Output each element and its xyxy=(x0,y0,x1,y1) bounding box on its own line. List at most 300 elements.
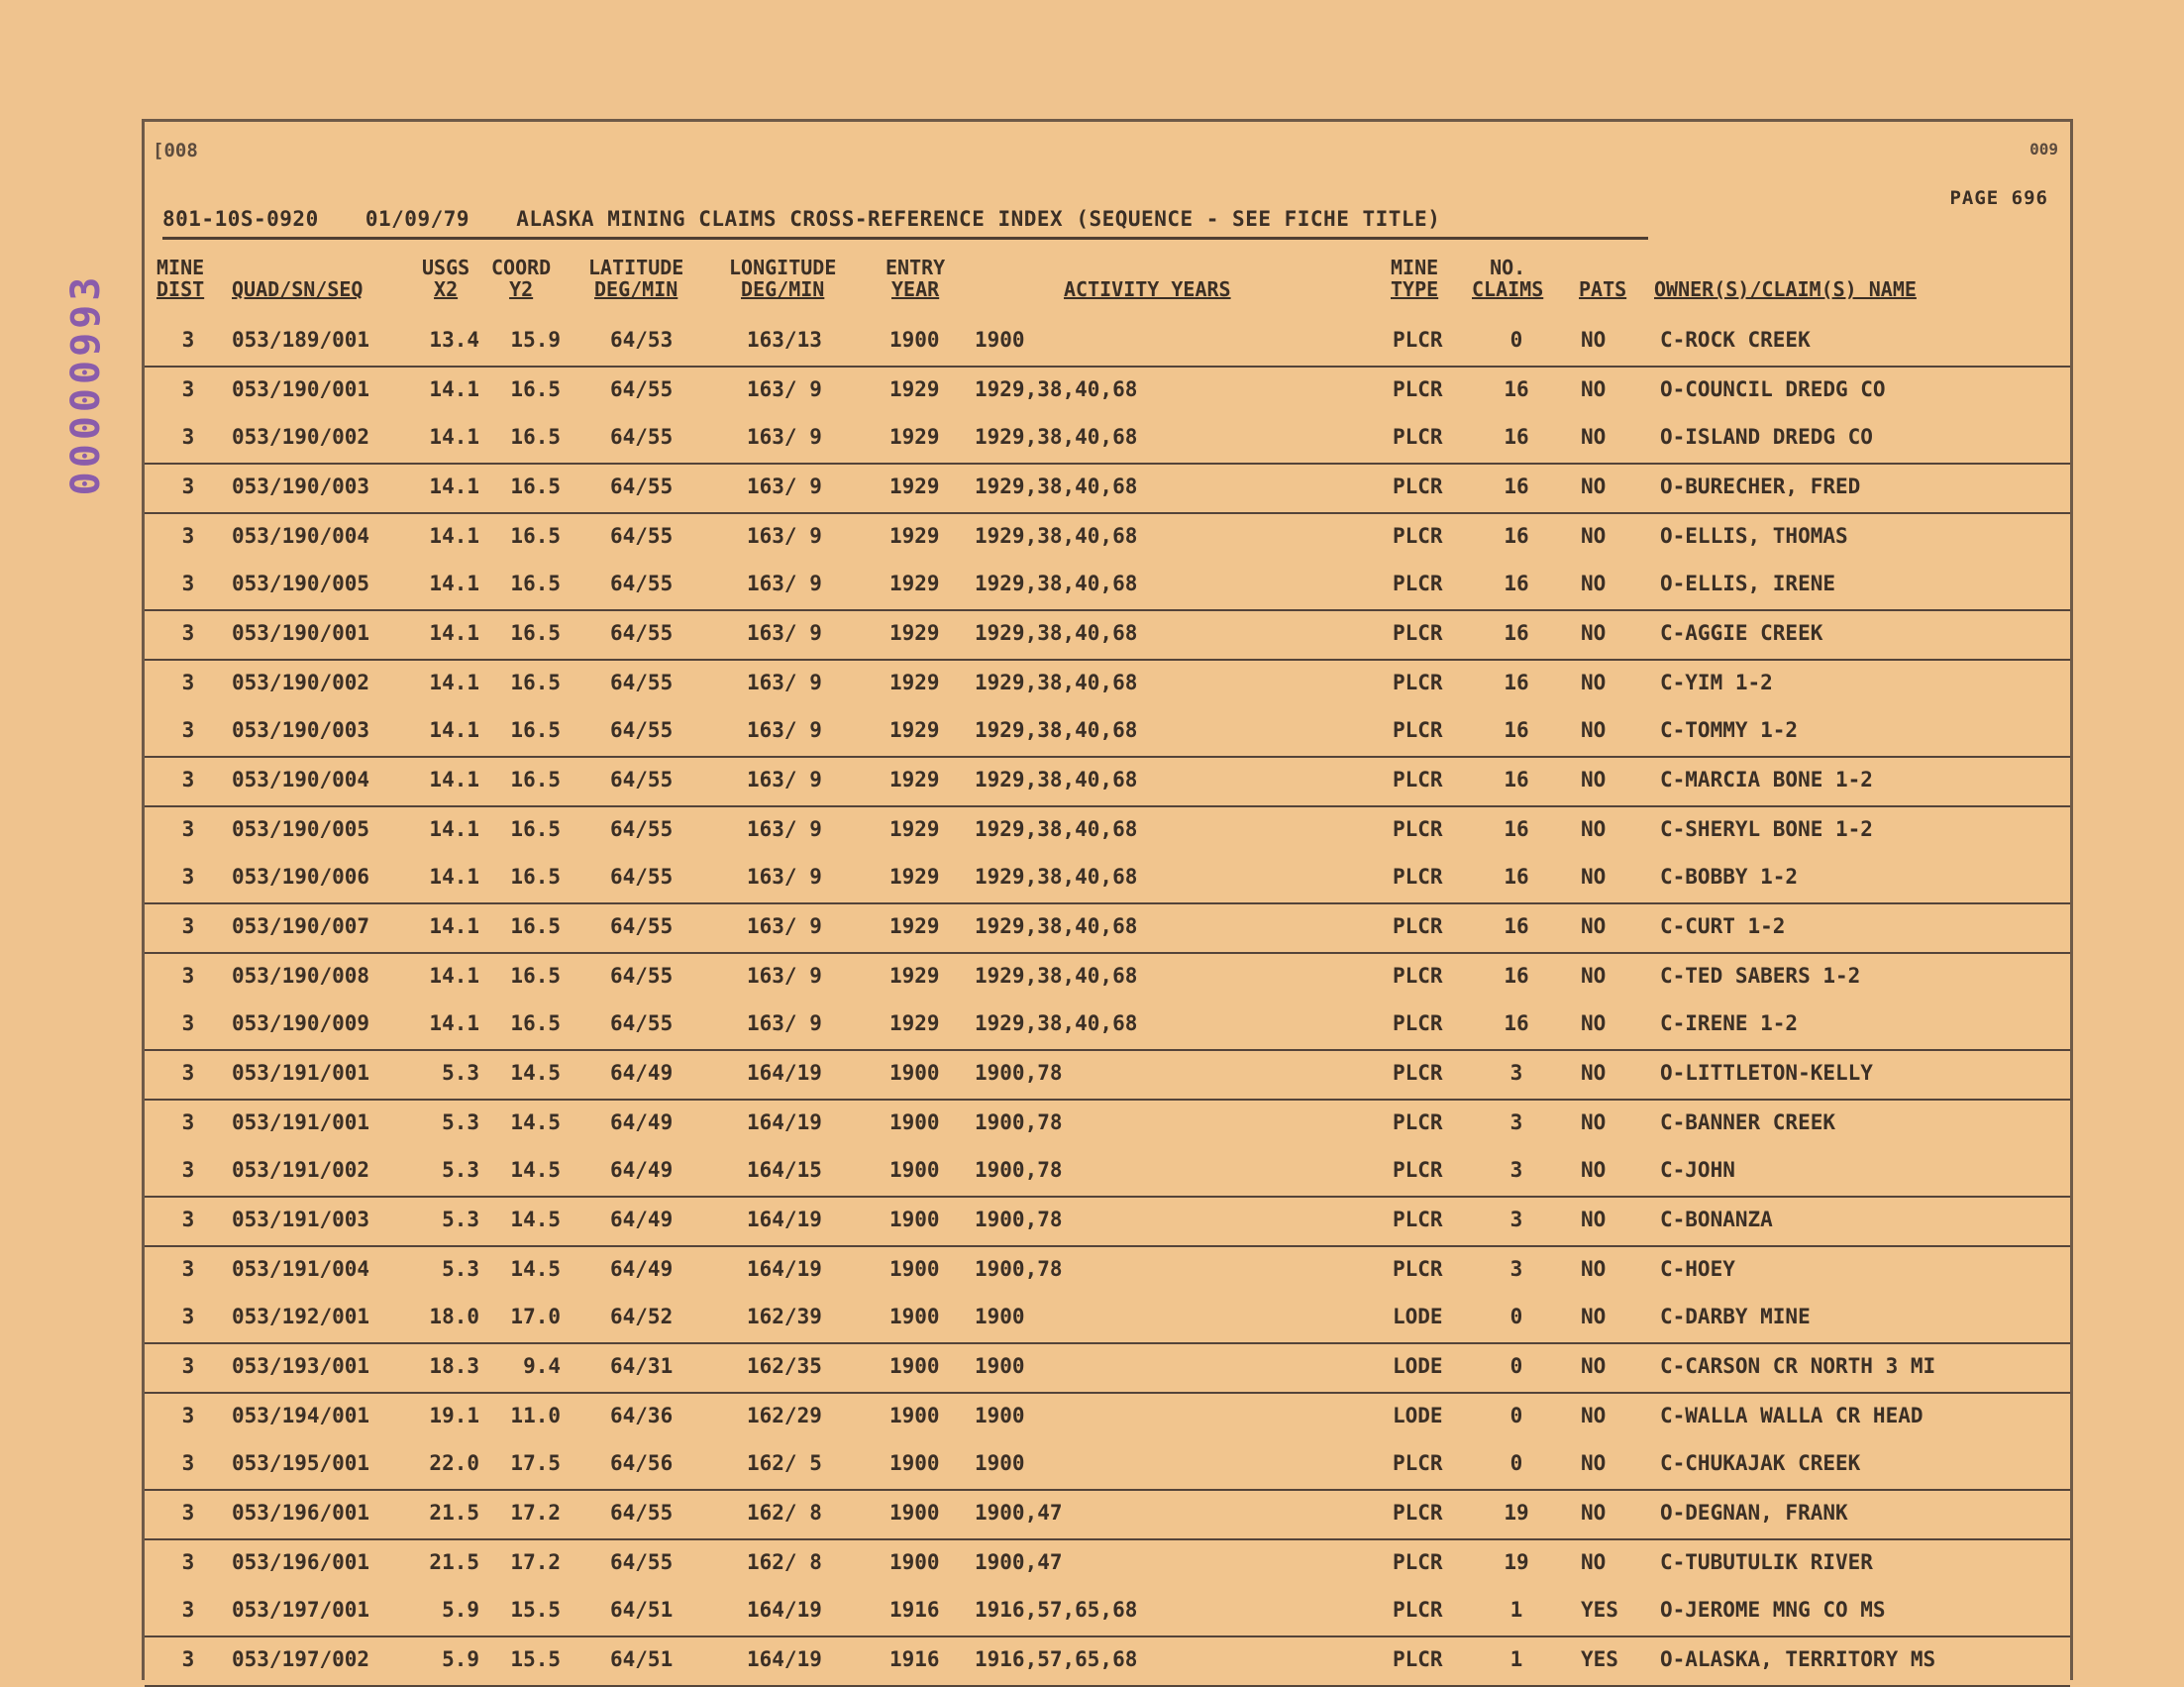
cell-lon: 162/ 8 xyxy=(747,1550,822,1574)
cell-claims: 3 xyxy=(1509,1158,1523,1182)
cell-owner: O-ALASKA, TERRITORY MS xyxy=(1660,1647,1936,1671)
cell-y2: 14.5 xyxy=(510,1110,561,1134)
cell-lat: 64/56 xyxy=(610,1451,674,1475)
cell-owner: C-DARBY MINE xyxy=(1660,1305,1811,1328)
cell-claims: 16 xyxy=(1504,474,1529,498)
cell-x2: 14.1 xyxy=(429,671,479,694)
cell-type: PLCR xyxy=(1393,377,1443,401)
cell-lon: 163/ 9 xyxy=(747,964,822,988)
header-owner-claim-name: OWNER(S)/CLAIM(S) NAME xyxy=(1654,277,1917,301)
cell-owner: C-JOHN xyxy=(1660,1158,1735,1182)
cell-entry: 1900 xyxy=(889,1158,940,1182)
cell-lon: 164/19 xyxy=(747,1061,822,1085)
cell-lon: 163/ 9 xyxy=(747,1011,822,1035)
cell-entry: 1929 xyxy=(889,524,940,548)
cell-act: 1900,78 xyxy=(975,1257,1063,1281)
cell-owner: O-ELLIS, IRENE xyxy=(1660,572,1836,595)
cell-x2: 5.9 xyxy=(442,1647,479,1671)
header-longitude: LONGITUDE DEG/MIN xyxy=(729,256,837,301)
cell-y2: 16.5 xyxy=(510,572,561,595)
cell-dist: 3 xyxy=(181,1061,195,1085)
cell-owner: C-AGGIE CREEK xyxy=(1660,621,1823,645)
cell-pats: NO xyxy=(1581,1305,1607,1328)
header-mine-type: MINE TYPE xyxy=(1391,256,1439,301)
cell-entry: 1900 xyxy=(889,1061,940,1085)
cell-y2: 17.5 xyxy=(510,1451,561,1475)
cell-dist: 3 xyxy=(181,1647,195,1671)
cell-entry: 1929 xyxy=(889,865,940,889)
cell-act: 1900,47 xyxy=(975,1550,1063,1574)
cell-act: 1929,38,40,68 xyxy=(975,524,1138,548)
header-quad: QUAD/SN/SEQ xyxy=(232,277,364,301)
cell-dist: 3 xyxy=(181,964,195,988)
cell-lat: 64/49 xyxy=(610,1257,674,1281)
cell-dist: 3 xyxy=(181,1011,195,1035)
cell-entry: 1916 xyxy=(889,1598,940,1622)
cell-y2: 16.5 xyxy=(510,425,561,449)
cell-claims: 16 xyxy=(1504,718,1529,742)
cell-lat: 64/49 xyxy=(610,1158,674,1182)
header-coord-y2: COORD Y2 xyxy=(491,256,552,301)
cell-lat: 64/36 xyxy=(610,1404,674,1427)
cell-claims: 3 xyxy=(1509,1110,1523,1134)
cell-owner: O-COUNCIL DREDG CO xyxy=(1660,377,1886,401)
table-row xyxy=(145,807,2070,855)
cell-x2: 5.3 xyxy=(442,1208,479,1231)
cell-quad: 053/196/001 xyxy=(232,1501,370,1525)
table-row xyxy=(145,465,2070,514)
cell-lat: 64/49 xyxy=(610,1208,674,1231)
cell-lat: 64/52 xyxy=(610,1305,674,1328)
table-row xyxy=(145,562,2070,611)
cell-owner: C-BANNER CREEK xyxy=(1660,1110,1836,1134)
cell-act: 1900,78 xyxy=(975,1208,1063,1231)
cell-type: PLCR xyxy=(1393,768,1443,791)
cell-pats: NO xyxy=(1581,1404,1607,1427)
cell-act: 1900 xyxy=(975,1354,1025,1378)
cell-y2: 14.5 xyxy=(510,1257,561,1281)
cell-y2: 16.5 xyxy=(510,817,561,841)
table-row xyxy=(145,368,2070,415)
table-row xyxy=(145,1247,2070,1295)
printout-sheet xyxy=(142,119,2073,1680)
cell-quad: 053/190/003 xyxy=(232,718,370,742)
cell-type: PLCR xyxy=(1393,817,1443,841)
table-row xyxy=(145,611,2070,661)
cell-owner: C-TOMMY 1-2 xyxy=(1660,718,1799,742)
table-row xyxy=(145,514,2070,562)
table-row xyxy=(145,1051,2070,1101)
cell-claims: 16 xyxy=(1504,914,1529,938)
cell-act: 1900,78 xyxy=(975,1158,1063,1182)
cell-lat: 64/55 xyxy=(610,768,674,791)
cell-x2: 21.5 xyxy=(429,1501,479,1525)
cell-owner: C-TED SABERS 1-2 xyxy=(1660,964,1861,988)
cell-act: 1929,38,40,68 xyxy=(975,964,1138,988)
cell-owner: C-TUBUTULIK RIVER xyxy=(1660,1550,1873,1574)
cell-pats: NO xyxy=(1581,524,1607,548)
cell-x2: 14.1 xyxy=(429,768,479,791)
cell-claims: 16 xyxy=(1504,621,1529,645)
cell-owner: O-JEROME MNG CO MS xyxy=(1660,1598,1886,1622)
cell-dist: 3 xyxy=(181,865,195,889)
cell-pats: NO xyxy=(1581,1208,1607,1231)
cell-act: 1900,47 xyxy=(975,1501,1063,1525)
cell-x2: 14.1 xyxy=(429,718,479,742)
cell-owner: C-IRENE 1-2 xyxy=(1660,1011,1799,1035)
cell-act: 1929,38,40,68 xyxy=(975,865,1138,889)
cell-type: PLCR xyxy=(1393,865,1443,889)
cell-type: PLCR xyxy=(1393,1208,1443,1231)
cell-lon: 163/ 9 xyxy=(747,524,822,548)
cell-quad: 053/194/001 xyxy=(232,1404,370,1427)
cell-act: 1929,38,40,68 xyxy=(975,425,1138,449)
cell-claims: 16 xyxy=(1504,1011,1529,1035)
cell-act: 1929,38,40,68 xyxy=(975,768,1138,791)
cell-quad: 053/190/009 xyxy=(232,1011,370,1035)
cell-dist: 3 xyxy=(181,1451,195,1475)
cell-claims: 3 xyxy=(1509,1257,1523,1281)
cell-quad: 053/189/001 xyxy=(232,328,370,352)
cell-type: PLCR xyxy=(1393,621,1443,645)
cell-lat: 64/55 xyxy=(610,964,674,988)
cell-lon: 163/ 9 xyxy=(747,671,822,694)
cell-act: 1900,78 xyxy=(975,1110,1063,1134)
cell-entry: 1929 xyxy=(889,621,940,645)
cell-dist: 3 xyxy=(181,474,195,498)
cell-y2: 17.2 xyxy=(510,1501,561,1525)
cell-quad: 053/190/004 xyxy=(232,524,370,548)
cell-lon: 162/ 5 xyxy=(747,1451,822,1475)
cell-pats: NO xyxy=(1581,1257,1607,1281)
table-row xyxy=(145,1198,2070,1247)
page-number: PAGE 696 xyxy=(1949,187,2048,209)
cell-lat: 64/51 xyxy=(610,1598,674,1622)
cell-lat: 64/55 xyxy=(610,572,674,595)
table-row xyxy=(145,661,2070,708)
cell-lon: 163/ 9 xyxy=(747,718,822,742)
cell-act: 1900,78 xyxy=(975,1061,1063,1085)
table-row xyxy=(145,1002,2070,1051)
cell-quad: 053/190/005 xyxy=(232,817,370,841)
cell-pats: NO xyxy=(1581,1158,1607,1182)
cell-type: PLCR xyxy=(1393,572,1443,595)
cell-pats: NO xyxy=(1581,328,1607,352)
cell-quad: 053/197/001 xyxy=(232,1598,370,1622)
header-mine-dist: MINE DIST xyxy=(156,256,205,301)
table-row xyxy=(145,1344,2070,1394)
table-row xyxy=(145,1101,2070,1148)
cell-claims: 19 xyxy=(1504,1501,1529,1525)
cell-y2: 15.5 xyxy=(510,1647,561,1671)
table-row xyxy=(145,1295,2070,1344)
cell-type: LODE xyxy=(1393,1354,1443,1378)
cell-x2: 5.3 xyxy=(442,1257,479,1281)
cell-claims: 1 xyxy=(1509,1598,1523,1622)
cell-type: PLCR xyxy=(1393,1647,1443,1671)
cell-y2: 14.5 xyxy=(510,1208,561,1231)
cell-owner: C-CURT 1-2 xyxy=(1660,914,1786,938)
cell-owner: C-HOEY xyxy=(1660,1257,1735,1281)
cell-owner: C-BONANZA xyxy=(1660,1208,1773,1231)
cell-act: 1929,38,40,68 xyxy=(975,718,1138,742)
cell-pats: NO xyxy=(1581,1501,1607,1525)
cell-type: PLCR xyxy=(1393,474,1443,498)
cell-y2: 15.5 xyxy=(510,1598,561,1622)
cell-x2: 13.4 xyxy=(429,328,479,352)
cell-y2: 16.5 xyxy=(510,768,561,791)
cell-dist: 3 xyxy=(181,425,195,449)
cell-act: 1900 xyxy=(975,328,1025,352)
cell-pats: NO xyxy=(1581,474,1607,498)
cell-lat: 64/53 xyxy=(610,328,674,352)
cell-entry: 1900 xyxy=(889,1404,940,1427)
cell-pats: NO xyxy=(1581,377,1607,401)
cell-type: LODE xyxy=(1393,1404,1443,1427)
cell-lon: 162/29 xyxy=(747,1404,822,1427)
cell-dist: 3 xyxy=(181,1404,195,1427)
cell-lat: 64/55 xyxy=(610,377,674,401)
cell-lat: 64/55 xyxy=(610,474,674,498)
cell-lat: 64/51 xyxy=(610,1647,674,1671)
cell-x2: 5.3 xyxy=(442,1110,479,1134)
cell-entry: 1929 xyxy=(889,817,940,841)
cell-x2: 14.1 xyxy=(429,377,479,401)
corner-mark-right: 009 xyxy=(2029,140,2058,158)
table-row xyxy=(145,855,2070,904)
cell-x2: 14.1 xyxy=(429,817,479,841)
cell-lon: 163/ 9 xyxy=(747,621,822,645)
cell-claims: 0 xyxy=(1509,1451,1523,1475)
cell-entry: 1929 xyxy=(889,425,940,449)
cell-entry: 1900 xyxy=(889,1305,940,1328)
cell-lon: 164/19 xyxy=(747,1598,822,1622)
cell-owner: O-ISLAND DREDG CO xyxy=(1660,425,1873,449)
cell-x2: 14.1 xyxy=(429,572,479,595)
cell-lat: 64/49 xyxy=(610,1110,674,1134)
cell-quad: 053/191/004 xyxy=(232,1257,370,1281)
cell-y2: 15.9 xyxy=(510,328,561,352)
cell-quad: 053/190/001 xyxy=(232,621,370,645)
cell-quad: 053/190/003 xyxy=(232,474,370,498)
cell-dist: 3 xyxy=(181,1110,195,1134)
cell-lat: 64/55 xyxy=(610,817,674,841)
cell-pats: NO xyxy=(1581,914,1607,938)
cell-y2: 16.5 xyxy=(510,474,561,498)
report-title-line xyxy=(162,207,1648,240)
cell-lon: 163/ 9 xyxy=(747,474,822,498)
cell-dist: 3 xyxy=(181,621,195,645)
cell-claims: 16 xyxy=(1504,425,1529,449)
cell-lon: 163/ 9 xyxy=(747,817,822,841)
cell-x2: 18.3 xyxy=(429,1354,479,1378)
cell-dist: 3 xyxy=(181,718,195,742)
cell-act: 1900 xyxy=(975,1404,1025,1427)
cell-claims: 0 xyxy=(1509,328,1523,352)
cell-lat: 64/55 xyxy=(610,621,674,645)
cell-lat: 64/49 xyxy=(610,1061,674,1085)
cell-type: PLCR xyxy=(1393,1451,1443,1475)
cell-dist: 3 xyxy=(181,671,195,694)
cell-quad: 053/196/001 xyxy=(232,1550,370,1574)
header-entry-year: ENTRY YEAR xyxy=(885,256,946,301)
cell-pats: YES xyxy=(1581,1598,1618,1622)
cell-dist: 3 xyxy=(181,1550,195,1574)
cell-lat: 64/55 xyxy=(610,1550,674,1574)
cell-entry: 1900 xyxy=(889,1501,940,1525)
cell-type: PLCR xyxy=(1393,914,1443,938)
cell-entry: 1929 xyxy=(889,1011,940,1035)
cell-quad: 053/190/008 xyxy=(232,964,370,988)
cell-x2: 21.5 xyxy=(429,1550,479,1574)
cell-lon: 163/ 9 xyxy=(747,377,822,401)
cell-x2: 14.1 xyxy=(429,621,479,645)
cell-quad: 053/197/002 xyxy=(232,1647,370,1671)
cell-lon: 164/19 xyxy=(747,1647,822,1671)
cell-claims: 16 xyxy=(1504,964,1529,988)
cell-lon: 163/ 9 xyxy=(747,572,822,595)
cell-y2: 16.5 xyxy=(510,964,561,988)
cell-quad: 053/190/006 xyxy=(232,865,370,889)
cell-dist: 3 xyxy=(181,1158,195,1182)
cell-lon: 162/39 xyxy=(747,1305,822,1328)
cell-owner: C-YIM 1-2 xyxy=(1660,671,1773,694)
cell-act: 1916,57,65,68 xyxy=(975,1598,1138,1622)
cell-act: 1929,38,40,68 xyxy=(975,1011,1138,1035)
cell-quad: 053/195/001 xyxy=(232,1451,370,1475)
column-header xyxy=(145,257,2070,316)
cell-claims: 16 xyxy=(1504,572,1529,595)
cell-entry: 1900 xyxy=(889,1110,940,1134)
cell-claims: 16 xyxy=(1504,817,1529,841)
corner-mark-left: [008 xyxy=(153,140,198,161)
cell-entry: 1900 xyxy=(889,1208,940,1231)
cell-y2: 16.5 xyxy=(510,865,561,889)
cell-act: 1900 xyxy=(975,1451,1025,1475)
cell-x2: 14.1 xyxy=(429,474,479,498)
cell-quad: 053/191/001 xyxy=(232,1110,370,1134)
cell-type: PLCR xyxy=(1393,718,1443,742)
header-usgs-x2: USGS X2 xyxy=(422,256,470,301)
cell-act: 1929,38,40,68 xyxy=(975,621,1138,645)
cell-lon: 163/ 9 xyxy=(747,425,822,449)
cell-claims: 16 xyxy=(1504,377,1529,401)
cell-pats: NO xyxy=(1581,768,1607,791)
cell-entry: 1900 xyxy=(889,1451,940,1475)
cell-owner: O-DEGNAN, FRANK xyxy=(1660,1501,1848,1525)
cell-dist: 3 xyxy=(181,817,195,841)
cell-lat: 64/55 xyxy=(610,425,674,449)
cell-entry: 1916 xyxy=(889,1647,940,1671)
cell-y2: 9.4 xyxy=(523,1354,561,1378)
cell-type: PLCR xyxy=(1393,1501,1443,1525)
cell-lat: 64/55 xyxy=(610,718,674,742)
cell-dist: 3 xyxy=(181,328,195,352)
cell-x2: 19.1 xyxy=(429,1404,479,1427)
cell-quad: 053/191/001 xyxy=(232,1061,370,1085)
cell-dist: 3 xyxy=(181,377,195,401)
report-date: 01/09/79 xyxy=(364,207,470,231)
cell-type: PLCR xyxy=(1393,964,1443,988)
header-latitude: LATITUDE DEG/MIN xyxy=(588,256,684,301)
report-title: ALASKA MINING CLAIMS CROSS-REFERENCE INDEX (SEQUENCE - SEE FICHE TITLE) xyxy=(516,207,1441,231)
cell-quad: 053/190/004 xyxy=(232,768,370,791)
table-row xyxy=(145,1540,2070,1588)
cell-lat: 64/55 xyxy=(610,914,674,938)
cell-lat: 64/55 xyxy=(610,865,674,889)
cell-x2: 14.1 xyxy=(429,914,479,938)
table-row xyxy=(145,1491,2070,1540)
cell-pats: NO xyxy=(1581,1451,1607,1475)
table-row xyxy=(145,318,2070,368)
cell-entry: 1929 xyxy=(889,914,940,938)
cell-pats: NO xyxy=(1581,1550,1607,1574)
cell-lat: 64/55 xyxy=(610,671,674,694)
cell-claims: 3 xyxy=(1509,1061,1523,1085)
cell-x2: 22.0 xyxy=(429,1451,479,1475)
cell-lon: 162/35 xyxy=(747,1354,822,1378)
cell-lat: 64/31 xyxy=(610,1354,674,1378)
cell-lon: 163/ 9 xyxy=(747,914,822,938)
cell-quad: 053/192/001 xyxy=(232,1305,370,1328)
cell-y2: 14.5 xyxy=(510,1061,561,1085)
cell-owner: C-SHERYL BONE 1-2 xyxy=(1660,817,1873,841)
cell-quad: 053/190/002 xyxy=(232,671,370,694)
cell-claims: 16 xyxy=(1504,671,1529,694)
cell-owner: C-WALLA WALLA CR HEAD xyxy=(1660,1404,1924,1427)
cell-entry: 1929 xyxy=(889,377,940,401)
cell-claims: 0 xyxy=(1509,1354,1523,1378)
cell-entry: 1900 xyxy=(889,1354,940,1378)
table-row xyxy=(145,904,2070,954)
cell-x2: 5.3 xyxy=(442,1061,479,1085)
cell-dist: 3 xyxy=(181,768,195,791)
table-row xyxy=(145,1441,2070,1491)
cell-act: 1929,38,40,68 xyxy=(975,377,1138,401)
cell-lon: 164/19 xyxy=(747,1257,822,1281)
cell-dist: 3 xyxy=(181,914,195,938)
cell-pats: NO xyxy=(1581,817,1607,841)
cell-quad: 053/191/002 xyxy=(232,1158,370,1182)
cell-lon: 164/15 xyxy=(747,1158,822,1182)
cell-entry: 1929 xyxy=(889,768,940,791)
cell-y2: 16.5 xyxy=(510,621,561,645)
cell-lon: 163/13 xyxy=(747,328,822,352)
cell-act: 1900 xyxy=(975,1305,1025,1328)
cell-owner: O-ELLIS, THOMAS xyxy=(1660,524,1848,548)
table-row xyxy=(145,1588,2070,1637)
cell-owner: C-BOBBY 1-2 xyxy=(1660,865,1799,889)
cell-lat: 64/55 xyxy=(610,1011,674,1035)
cell-type: PLCR xyxy=(1393,328,1443,352)
table-row xyxy=(145,1148,2070,1198)
table-row xyxy=(145,954,2070,1002)
table-row xyxy=(145,708,2070,758)
cell-y2: 16.5 xyxy=(510,524,561,548)
cell-quad: 053/190/005 xyxy=(232,572,370,595)
cell-quad: 053/193/001 xyxy=(232,1354,370,1378)
cell-entry: 1929 xyxy=(889,671,940,694)
cell-type: PLCR xyxy=(1393,1110,1443,1134)
cell-y2: 16.5 xyxy=(510,718,561,742)
cell-x2: 5.9 xyxy=(442,1598,479,1622)
cell-type: PLCR xyxy=(1393,1257,1443,1281)
cell-type: PLCR xyxy=(1393,1550,1443,1574)
cell-claims: 3 xyxy=(1509,1208,1523,1231)
cell-x2: 18.0 xyxy=(429,1305,479,1328)
cell-dist: 3 xyxy=(181,1598,195,1622)
cell-y2: 17.0 xyxy=(510,1305,561,1328)
